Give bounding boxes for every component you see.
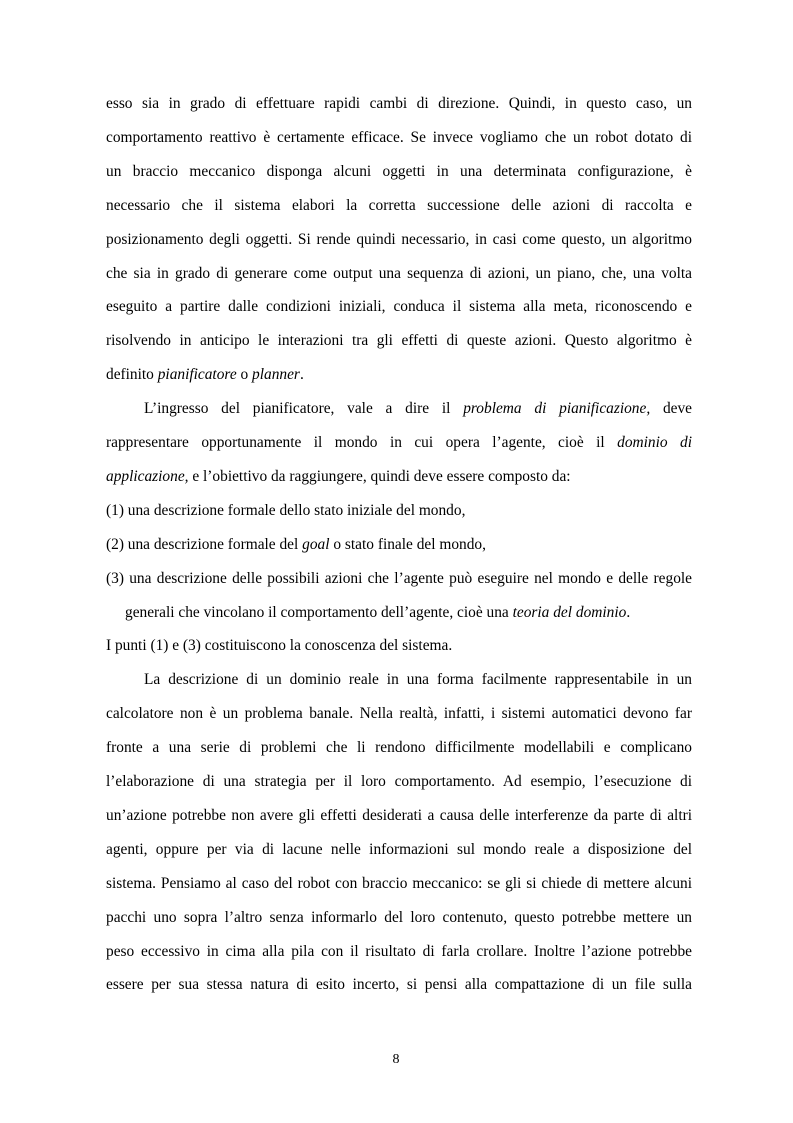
text-segment: esso sia in grado di effettuare rapidi cambi di direzione. Quindi, in questo caso, un bbox=[106, 95, 692, 112]
text-segment: e l’obiettivo da raggiungere, quindi deve essere composto da: bbox=[188, 467, 571, 485]
italic-text: teoria del dominio bbox=[512, 603, 627, 621]
text-line bbox=[106, 501, 692, 521]
text-line bbox=[106, 264, 692, 284]
text-line bbox=[125, 603, 692, 623]
text-line bbox=[144, 399, 692, 419]
text-line bbox=[106, 840, 692, 860]
text-line bbox=[106, 908, 692, 928]
text-segment: generali che vincolano il comportamento dell’agente, cioè una bbox=[125, 603, 513, 621]
text-segment: La descrizione di un dominio reale in una forma facilmente rappresentabile in un bbox=[144, 671, 692, 689]
italic-text: applicazione, bbox=[106, 467, 189, 485]
text-line bbox=[106, 365, 692, 385]
text-segment: fronte a una serie di problemi che li rendono difficilmente modellabili e complicano bbox=[106, 739, 692, 757]
text-segment: calcolatore non è un problema banale. Nella realtà, infatti, i sistemi automatici devono far bbox=[106, 705, 692, 723]
text-line bbox=[106, 874, 692, 894]
text-segment: un braccio meccanico disponga alcuni oggetti in una determinata configurazione, è bbox=[106, 162, 692, 180]
text-segment: comportamento reattivo è certamente efficace. Se invece vogliamo che un robot dotato di bbox=[106, 128, 692, 146]
text-segment: un’azione potrebbe non avere gli effetti desiderati a causa delle interferenze da parte di altri bbox=[106, 806, 692, 824]
text-segment: deve bbox=[650, 400, 693, 418]
text-segment: o bbox=[236, 366, 253, 384]
text-line bbox=[106, 196, 692, 216]
text-segment: sistema. Pensiamo al caso del robot con braccio meccanico: se gli si chiede di mettere alcuni bbox=[106, 874, 692, 892]
text-line bbox=[106, 162, 692, 182]
text-segment: definito bbox=[106, 366, 158, 384]
text-segment: essere per sua stessa natura di esito incerto, si pensi alla compattazione di un file sulla bbox=[106, 976, 692, 994]
text-line bbox=[106, 297, 692, 317]
italic-text: planner bbox=[252, 366, 300, 384]
text-segment: o stato finale del mondo, bbox=[329, 535, 486, 553]
text-line bbox=[106, 738, 692, 758]
text-line bbox=[106, 806, 692, 826]
text-segment: (1) una descrizione formale dello stato iniziale del mondo, bbox=[106, 501, 466, 519]
text-segment: L’ingresso del pianificatore, vale a dire il bbox=[144, 400, 464, 418]
text-line bbox=[106, 433, 692, 453]
text-segment: che sia in grado di generare come output una sequenza di azioni, un piano, che, una volta bbox=[106, 264, 692, 282]
text-line bbox=[106, 636, 692, 656]
text-segment: l’elaborazione di una strategia per il loro comportamento. Ad esempio, l’esecuzione di bbox=[106, 773, 692, 790]
text-segment: (3) una descrizione delle possibili azioni che l’agente può eseguire nel mondo e delle regole bbox=[106, 569, 692, 587]
text-line bbox=[106, 128, 692, 148]
text-segment: (2) una descrizione formale del bbox=[106, 535, 303, 553]
text-segment: rappresentare opportunamente il mondo in cui opera l’agente, cioè il bbox=[106, 434, 618, 451]
text-line bbox=[106, 331, 692, 351]
text-segment: agenti, oppure per via di lacune nelle informazioni sul mondo reale a disposizione del bbox=[106, 840, 692, 858]
text-segment: posizionamento degli oggetti. Si rende quindi necessario, in casi come questo, un algoritmo bbox=[106, 230, 692, 248]
text-segment: risolvendo in anticipo le interazioni tra gli effetti di queste azioni. Questo algoritmo è bbox=[106, 332, 692, 350]
text-line bbox=[144, 670, 692, 690]
text-segment: eseguito a partire dalle condizioni iniziali, conduca il sistema alla meta, riconoscendo e bbox=[106, 298, 692, 316]
text-line bbox=[106, 467, 692, 487]
page-number: 8 bbox=[392, 1052, 400, 1067]
text-line bbox=[106, 535, 692, 555]
text-segment: . bbox=[626, 603, 631, 621]
italic-text: problema di pianificazione, bbox=[463, 400, 651, 418]
text-line bbox=[106, 230, 692, 250]
text-line bbox=[106, 94, 692, 114]
text-line bbox=[106, 942, 692, 962]
text-line bbox=[106, 569, 692, 589]
text-segment: peso eccessivo in cima alla pila con il risultato di farla crollare. Inoltre l’azione potrebbe bbox=[106, 942, 692, 960]
text-line bbox=[106, 704, 692, 724]
text-line bbox=[106, 772, 692, 792]
text-segment: pacchi uno sopra l’altro senza informarlo del loro contenuto, questo potrebbe mettere un bbox=[106, 908, 692, 926]
text-line bbox=[106, 975, 692, 995]
text-segment: necessario che il sistema elabori la corretta successione delle azioni di raccolta e bbox=[106, 196, 692, 214]
text-segment: I punti (1) e (3) costituiscono la conoscenza del sistema. bbox=[106, 637, 453, 655]
italic-text: pianificatore bbox=[157, 366, 237, 384]
text-segment: . bbox=[299, 366, 304, 384]
italic-text: goal bbox=[302, 535, 330, 553]
italic-text: dominio di bbox=[617, 434, 692, 451]
